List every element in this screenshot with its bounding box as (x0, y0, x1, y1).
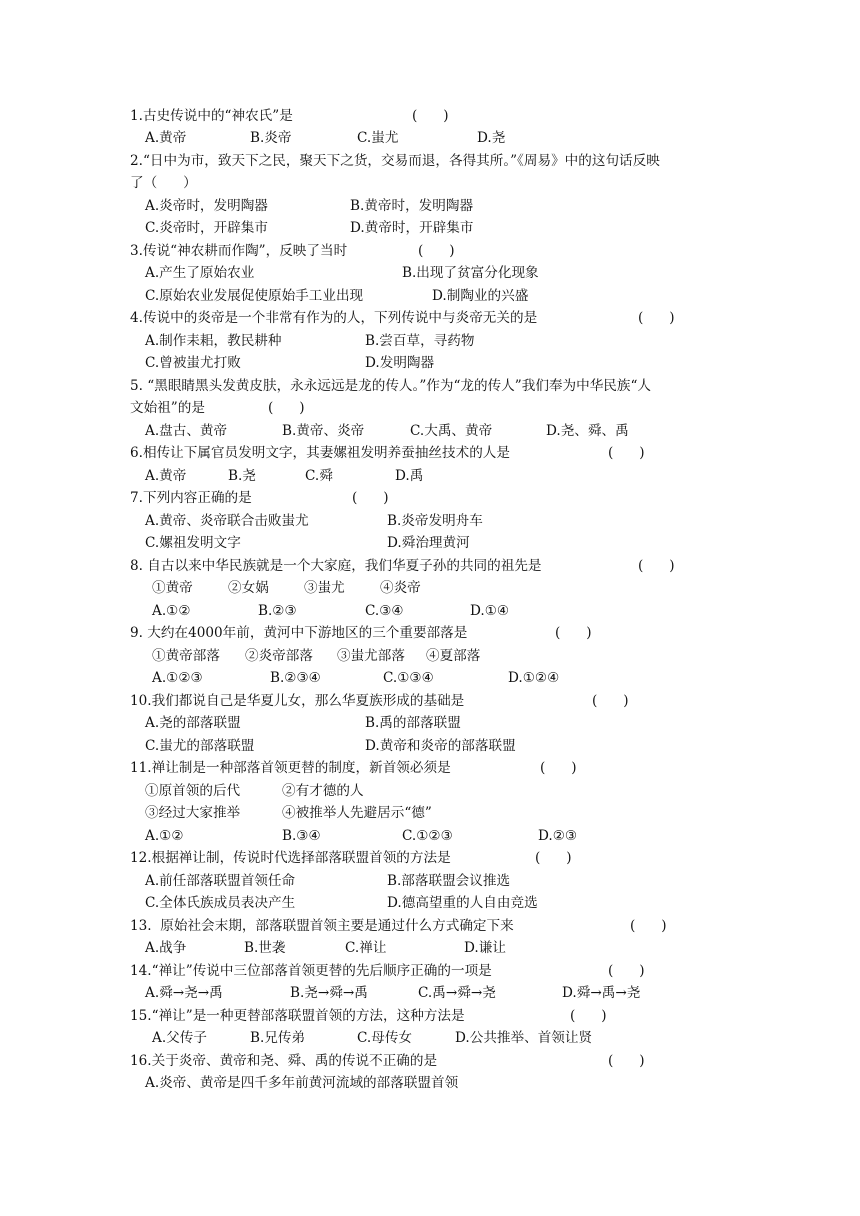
question-stem: 1.古史传说中的“神农氏”是 (130, 108, 293, 124)
statement-item: ③经过大家推举 (145, 805, 241, 821)
answer-blank: ( ) (535, 850, 572, 866)
question-stem-continued: 了（ ） (130, 175, 197, 191)
option: D.②③ (538, 828, 578, 844)
question-stem: 8. 自古以来中华民族就是一个大家庭，我们华夏子孙的共同的祖先是 (130, 558, 542, 574)
statement-item: ②有才德的人 (282, 783, 364, 799)
option: A.黄帝、炎帝联合击败蚩尤 (145, 513, 309, 529)
option: A.父传子 (152, 1030, 207, 1046)
answer-blank: ( ) (638, 558, 675, 574)
option: D.发明陶器 (365, 355, 435, 371)
statement-item: ①原首领的后代 (145, 783, 241, 799)
option: D.舜→禹→尧 (562, 985, 641, 1001)
option: C.炎帝时，开辟集市 (145, 220, 268, 236)
option: D.禹 (395, 468, 424, 484)
option: A.①② (152, 603, 191, 619)
option: A.盘古、黄帝 (145, 423, 228, 439)
option: B.炎帝发明舟车 (387, 513, 483, 529)
question-stem: 5. “黑眼睛黑头发黄皮肤，永永远远是龙的传人。”作为“龙的传人”我们奉为中华民族“人 (130, 378, 652, 394)
question-stem: 15.“禅让”是一种更替部落联盟首领的方法，这种方法是 (130, 1008, 465, 1024)
option: A.尧的部落联盟 (145, 715, 241, 731)
option: B.尧→舜→禹 (290, 985, 368, 1001)
option: B.尝百草，寻药物 (365, 333, 475, 349)
question-stem: 2.“日中为市，致天下之民，聚天下之货，交易而退，各得其所。”《周易》中的这句话反映 (130, 153, 660, 169)
answer-blank: ( ) (638, 310, 675, 326)
question-stem: 3.传说“神农耕而作陶”，反映了当时 (130, 243, 348, 259)
option: A.炎帝时，发明陶器 (145, 198, 268, 214)
answer-blank: ( ) (352, 490, 389, 506)
statement-item: ④被推举人先避居示“德” (282, 805, 432, 821)
statement-item: ③蚩尤 (304, 580, 345, 596)
option: C.蚩尤 (357, 130, 399, 146)
statement-item: ②女娲 (228, 580, 269, 596)
statement-item: ②炎帝部落 (245, 648, 313, 664)
answer-blank: ( ) (592, 693, 629, 709)
option: D.尧、舜、禹 (546, 423, 629, 439)
option: D.舜治理黄河 (387, 535, 470, 551)
statement-item: ④炎帝 (380, 580, 421, 596)
option: D.德高望重的人自由竞选 (387, 895, 538, 911)
option: C.蚩尤的部落联盟 (145, 738, 255, 754)
option: C.母传女 (357, 1030, 413, 1046)
question-stem: 6.相传让下属官员发明文字，其妻嫘祖发明养蚕抽丝技术的人是 (130, 445, 510, 461)
question-stem: 14.“禅让”传说中三位部落首领更替的先后顺序正确的一项是 (130, 963, 492, 979)
option: D.谦让 (464, 940, 506, 956)
statement-item: ③蚩尤部落 (337, 648, 405, 664)
question-stem: 4.传说中的炎帝是一个非常有作为的人，下列传说中与炎帝无关的是 (130, 310, 538, 326)
option: B.兄传弟 (250, 1030, 306, 1046)
option: C.①③④ (383, 670, 434, 686)
option: B.出现了贫富分化现象 (402, 265, 539, 281)
question-stem: 13. 原始社会末期，部落联盟首领主要是通过什么方式确定下来 (130, 918, 514, 934)
option: A.①② (145, 828, 184, 844)
question-stem-continued: 文始祖”的是 (130, 400, 205, 416)
option: C.嫘祖发明文字 (145, 535, 241, 551)
option: B.炎帝 (250, 130, 292, 146)
option: A.黄帝 (145, 130, 187, 146)
question-stem: 12.根据禅让制，传说时代选择部落联盟首领的方法是 (130, 850, 451, 866)
answer-blank: ( ) (555, 625, 592, 641)
statement-item: ①黄帝部落 (152, 648, 220, 664)
answer-blank: ( ) (608, 1053, 645, 1069)
option: B.尧 (228, 468, 256, 484)
option: B.②③④ (270, 670, 321, 686)
option: B.黄帝、炎帝 (282, 423, 365, 439)
option: B.世袭 (244, 940, 286, 956)
option: A.黄帝 (145, 468, 187, 484)
option: B.②③ (258, 603, 297, 619)
option: A.产生了原始农业 (145, 265, 255, 281)
statement-item: ④夏部落 (426, 648, 481, 664)
option: D.①②④ (508, 670, 560, 686)
question-stem: 9. 大约在4000年前，黄河中下游地区的三个重要部落是 (130, 625, 468, 641)
answer-blank: ( ) (412, 108, 449, 124)
option: C.③④ (365, 603, 404, 619)
option: D.公共推举、首领让贤 (455, 1030, 593, 1046)
option: A.舜→尧→禹 (145, 985, 223, 1001)
answer-blank: ( ) (608, 445, 645, 461)
option: C.禹→舜→尧 (418, 985, 496, 1001)
option: A.炎帝、黄帝是四千多年前黄河流域的部落联盟首领 (145, 1075, 459, 1091)
option: C.曾被蚩尤打败 (145, 355, 241, 371)
option: C.全体氏族成员表决产生 (145, 895, 296, 911)
option: C.大禹、黄帝 (410, 423, 493, 439)
option: B.③④ (282, 828, 321, 844)
statement-item: ①黄帝 (152, 580, 193, 596)
option: D.尧 (477, 130, 506, 146)
option: D.黄帝和炎帝的部落联盟 (365, 738, 516, 754)
option: C.禅让 (345, 940, 387, 956)
answer-blank: ( ) (268, 400, 305, 416)
option: B.禹的部落联盟 (365, 715, 461, 731)
option: A.战争 (145, 940, 187, 956)
answer-blank: ( ) (570, 1008, 607, 1024)
option: A.前任部落联盟首领任命 (145, 873, 296, 889)
question-stem: 7.下列内容正确的是 (130, 490, 252, 506)
question-stem: 11.禅让制是一种部落首领更替的制度，新首领必须是 (130, 760, 451, 776)
answer-blank: ( ) (608, 963, 645, 979)
question-stem: 16.关于炎帝、黄帝和尧、舜、禹的传说不正确的是 (130, 1053, 438, 1069)
option: D.制陶业的兴盛 (432, 288, 529, 304)
answer-blank: ( ) (418, 243, 455, 259)
question-stem: 10.我们都说自己是华夏儿女，那么华夏族形成的基础是 (130, 693, 465, 709)
answer-blank: ( ) (540, 760, 577, 776)
option: C.①②③ (402, 828, 453, 844)
option: B.黄帝时，发明陶器 (350, 198, 474, 214)
option: C.舜 (305, 468, 333, 484)
option: C.原始农业发展促使原始手工业出现 (145, 288, 364, 304)
option: D.黄帝时，开辟集市 (350, 220, 474, 236)
option: A.①②③ (152, 670, 203, 686)
answer-blank: ( ) (630, 918, 667, 934)
option: D.①④ (470, 603, 510, 619)
option: B.部落联盟会议推选 (387, 873, 511, 889)
option: A.制作耒耜，教民耕种 (145, 333, 282, 349)
